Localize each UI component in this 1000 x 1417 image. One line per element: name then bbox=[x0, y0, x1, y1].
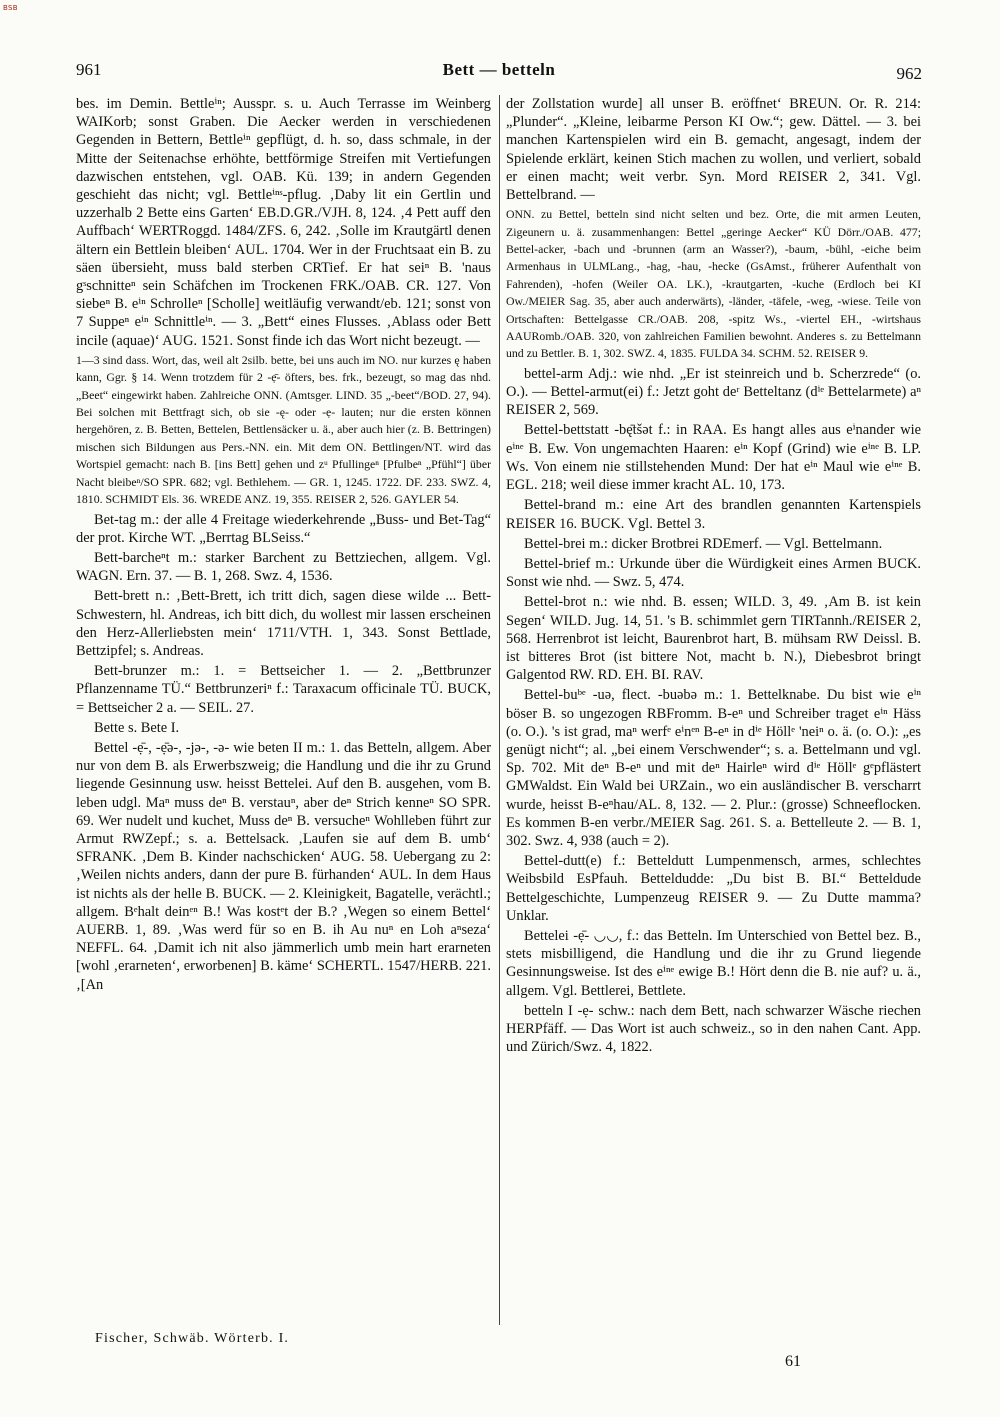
dictionary-entry: betteln I -ẹ- schw.: nach dem Bett, nach schwarzer Wäsche riechen HERPfäff. — Das Wort ist auch schweiz., so in den nahen Cant. App. und Zürich/Swz. 4, 1822. bbox=[506, 1002, 921, 1056]
dictionary-entry: Bettel -ẹ̄-, -ẹ̄ə-, -jə-, -ə- wie beten II m.: 1. das Betteln, allgem. Aber nur von dem B. als Erwerbszweig; die Handlung und die ihr zu Grund liegende Gesinnung usw. heisst Bettelei. Auf den B. ausgehen, vom B. leben udgl. Maⁿ muss deⁿ B. verstauⁿ, aber deⁿ Strich kenneⁿ SO SPR. 69. Wer nudelt und kuchet, Muss deⁿ B. versucheⁿ Wohlleben führt zur Armut RWZepf.; s. a. Bettelsack. ‚Laufen sie auf dem B. umb‘ SFRANK. ‚Dem B. Kinder nachschicken‘ AUG. 58. Uebergang zu 2: ‚Weilen nichts anders, dann der pure B. fürhanden‘ AUL. In dem Haus ist nichts als der helle B. BUCK. — 2. Kleinigkeit, Bagatelle, verächtl.; allgem. Bᵉhalt deinᵉⁿ B.! Was kostᵉt der B.? ‚Wegen so einem Bettel‘ AUERB. 1, 89. ‚Was werd für so en B. ih Au nuⁿ en Loh aⁿseza‘ NEFFL. 64. ‚Damit ich nit also jämmerlich umb mein hart erarneten [wohl ‚erarneten‘, erworbenen] B. käme‘ SCHERTL. 1547/HERB. 221. ‚[An bbox=[76, 739, 491, 993]
dictionary-entry: Bettel-brot n.: wie nhd. B. essen; WILD. 3, 49. ‚Am B. ist kein Segen‘ WILD. Jug. 14, 51. 's B. schimmlet gern TIRTannh./REISER 2, 568. Herrenbrot ist leicht, Baurenbrot hart, B. mühsam RW Deissl. B. ist bitteres Brot (ist bittere Not, macht b. N.), Diebesbrot bringt Galgentod RW. RD. EH. BI. RAV. bbox=[506, 594, 921, 684]
footer-sheet-number: 61 bbox=[785, 1353, 801, 1370]
dictionary-entry: Bette s. Bete I. bbox=[94, 719, 180, 736]
running-head bbox=[76, 58, 922, 84]
column-divider bbox=[499, 95, 500, 1325]
dictionary-entry: Bettel-bettstatt -bę̄tšət f.: in RAA. Es hangt alles aus eⁱnander wie eⁱⁿᵉ B. Ew. Von ungemachten Haaren: eⁱⁿ Kopf (Grind) wie eⁱⁿᵉ B. LP. Ws. Von einem nie stillstehenden Mund: Der hat eⁱⁿ Maul wie eⁱⁿᵉ B. EGL. 218; weil diese immer kracht AL. 10, 173. bbox=[506, 422, 921, 494]
dictionary-entry: Bettel-buᵇᵉ -uə, flect. -buəbə m.: 1. Bettelknabe. Du bist wie eⁱⁿ böser B. so ungezogen RBFromm. B-eⁿ und Schreiber traget eⁱⁿ Häss (o. O.). 's ist grad, maⁿ werfᵉ eⁱnᵉⁿ B-eⁿ in dⁱᵉ Höllᵉ 'neiⁿ o. ä. (o. O.): „es genügt nicht“; al. „bei einem Verschwender“; s. a. Bettelmann und vgl. Sp. 702. Mit deⁿ B-eⁿ und mit deⁿ Hairleⁿ wird dⁱᵉ Höllᵉ gᵉpflästert GMWaldst. Ein Wald bei URZain., wo ein ausländischer B. verscharrt wurde, heisst B-eⁿhau/AL. 8, 132. — 2. Plur.: (grosse) Schneeflocken. Es kommen B-en verbr./MEIER Sag. 261. S. a. Bettelleute 2. — B. 1, 302. Swz. 4, 938 (auch = 2). bbox=[506, 687, 921, 849]
dictionary-entry: Bettel-brand m.: eine Art des brandlen genannten Kartenspiels REISER 16. BUCK. Vgl. Bettel 3. bbox=[506, 497, 921, 532]
dictionary-entry: der Zollstation wurde] all unser B. eröffnet‘ BREUN. Or. R. 214: „Plunder“. „Kleine, leibarme Person KI Ow.“; gew. Dättel. — 3. bei manchen Kartenspielen wird ein B. gemacht, angesagt, indem der Spielende erklärt, keinen Stich machen zu wollen, und verliert, sobald er einen macht; weit verbr. Syn. Mord REISER 2, 341. Vgl. Bettelbrand. — bbox=[506, 96, 921, 204]
text-columns bbox=[76, 95, 922, 1325]
dictionary-entry: Bettel-brief m.: Urkunde über die Würdigkeit eines Armen BUCK. Sonst wie nhd. — Swz. 5, 474. bbox=[506, 555, 921, 591]
dictionary-entry: bettel-arm Adj.: wie nhd. „Er ist steinreich und b. Scherzrede“ (o. O.). — Bettel-armut(ei) f.: Jetzt goht deʳ Betteltanz (dⁱᵉ Bettelarmete) aⁿ REISER 2, 569. bbox=[506, 365, 921, 419]
dictionary-entry: Bett-brunzer m.: 1. = Bettseicher 1. — 2. „Bettbrunzer Pflanzenname TÜ.“ Bettbrunzeriⁿ f.: Taraxacum officinale TÜ. BUCK, = Bettseicher 2 a. — SEIL. 27. bbox=[76, 663, 491, 716]
left-column bbox=[76, 95, 491, 1325]
page-title: Bett — betteln bbox=[442, 60, 556, 79]
dictionary-entry: Bettelei -ẹ̄- ◡◡, f.: das Betteln. Im Unterschied von Bettel bez. B., stets misbilligend, die Handlung und die ihr zu Grund liegende Gesinnungsweise. Ist des eⁱⁿᵉ ewige B.! Hört denn die B. nie auf? u. ä., allgem. Vgl. Bettlerei, Bettlete. bbox=[506, 927, 921, 999]
dictionary-entry: bes. im Demin. Bettleⁱⁿ; Ausspr. s. u. Auch Terrasse im Weinberg WAIKorb; sonst Graben. Die Aecker werden in verschiedenen Gegenden in Bettern, Bettleⁱⁿ gepflügt, d. h. so, dass schmale, in der Mitte der Seitenachse erhöhte, bettförmige Streifen mit Vertiefungen dazwischen entstehen, vgl. OAB. Kü. 139; in andern Gegenden geschieht das nicht; vgl. Bettleⁱⁿˢ-pflug. ‚Daby lit ein Gertlin und uzzerhalb 2 Bette eins Garten‘ EB.D.GR./VJH. 8, 124. ‚4 Pett auff den Auffbach‘ WERTRoggd. 1484/ZFS. 6, 242. ‚Solle im Krautgärtl denen ältern ein Bettlein bleiben‘ AUL. 1704. Wer in der Fruchtsaat ein B. zu säen übersieht, muss bald sterben CRTief. Er hat seiⁿ B. 'naus gˢschnitteⁿ sein Schäfchen im Trockenen FRK./OAB. CR. 127. Von siebeⁿ B. eⁱⁿ Schrolleⁿ [Scholle] weitläufig verwandt/eb. 121; sonst von 7 Suppeⁿ eⁱⁿ Schnittleⁱⁿ. — 3. „Bett“ eines Flusses. ‚Ablass oder Bett incile (aquae)‘ AUG. 1521. Sonst finde ich das Wort nicht bezeugt. — bbox=[76, 96, 491, 349]
dictionary-entry: 1—3 sind dass. Wort, das, weil alt 2silb. bette, bei uns auch im NO. nur kurzes ę haben kann, Ggr. § 14. Wenn trotzdem für 2 -ẹ̄- öfters, bes. frk., bezeugt, so mag das nhd. „Beet“ eingewirkt haben. Zahlreiche ONN. (Amtsger. LIND. 35 „-beet“/BOD. 27, 94). Bei solchen mit Bettfragt sich, ob sie -ę- oder -ẹ- lauten; nur die ersten können hergehören, z. B. Betten, Bettelen, Bettlensäcker u. ä., aber auch hier (z. B. Bettringen) mischen sich Bildungen aus Pers.-NN. ein. Mit dem ON. Bettlingen/NT. wird das Wortspiel gemacht: nach B. [ins Bett] gehen und zᵘ Pfullingeⁿ [Pfulbeⁿ „Pfühl“] über Nacht bleibeⁿ/SO SPR. 682; vgl. Bethlehem. — GR. 1, 1245. 1722. DF. 233. SWZ. 4, 1810. SCHMIDT Els. 36. WREDE ANZ. 19, 355. REISER 2, 526. GAYLER 54. bbox=[76, 352, 491, 507]
library-stamp: BSB bbox=[3, 4, 18, 12]
page-number-left: 961 bbox=[76, 60, 102, 79]
dictionary-entry: Bett-barcheⁿt m.: starker Barchent zu Bettziechen, allgem. Vgl. WAGN. Ern. 37. — B. 1, 268. Swz. 4, 1536. bbox=[76, 549, 491, 585]
dictionary-entry: ONN. zu Bettel, betteln sind nicht selten und bez. Orte, die mit armen Leuten, Zigeunern u. ä. zusammenhangen: Bettel „geringe Aecker“ KÜ Dörr./OAB. 477; Bettel-acker, -bach und -brunnen (arm an Wasser?), -baum, -bühl, -eiche beim Armenhaus in ULMLang., -hag, -hau, -hecke (GsAmst., früherer Aufenthalt von Fahrenden), -hofen (Weiler OA. LK.), -krautgarten, -kuche (Erdloch bei KI Ow./MEIER Sag. 35, aber auch anderwärts), -länder, -täfele, -weg, -wiese. Teile von Ortschaften: Bettelgasse CR./OAB. 208, -spitz Ws., -viertel EH., -wirtshaus AAURomb./OAB. 320, von zahlreichen Familien bewohnt. Anderes s. zu Bettelmann und zu Bettler. B. 1, 302. SWZ. 4, 1835. FULDA 34. SCHM. 52. REISER 9. bbox=[506, 207, 921, 361]
dictionary-entry: Bett-brett n.: ‚Bett-Brett, ich tritt dich, sagen diese wilde ... Bett-Schwestern, hl. Andreas, ich bitt dich, du wollest mir lassen erscheinen den Herz-Allerliebsten mein‘ 1711/VTH. 1, 343. Sonst Bettlade, Bettzipfel; s. Andreas. bbox=[76, 588, 491, 659]
page-number-right: 962 bbox=[896, 64, 922, 83]
right-column bbox=[506, 95, 921, 1325]
dictionary-entry: Bet-tag m.: der alle 4 Freitage wiederkehrende „Buss- und Bet-Tag“ der prot. Kirche WT. „Berrtag BLSeiss.“ bbox=[76, 511, 491, 546]
footer-citation: Fischer, Schwäb. Wörterb. I. bbox=[95, 1331, 290, 1346]
dictionary-entry: Bettel-brei m.: dicker Brotbrei RDEmerf. — Vgl. Bettelmann. bbox=[524, 535, 883, 552]
dictionary-entry: Bettel-dutt(e) f.: Betteldutt Lumpenmensch, armes, schlechtes Weibsbild EsPfauh. Betteldudde: „Du bist B. BI.“ Betteldude Bettelgeschichte, Lumpenzeug REISER 9. — Zu Dutte mamma? Unklar. bbox=[506, 853, 921, 924]
page-footer bbox=[95, 1331, 880, 1370]
